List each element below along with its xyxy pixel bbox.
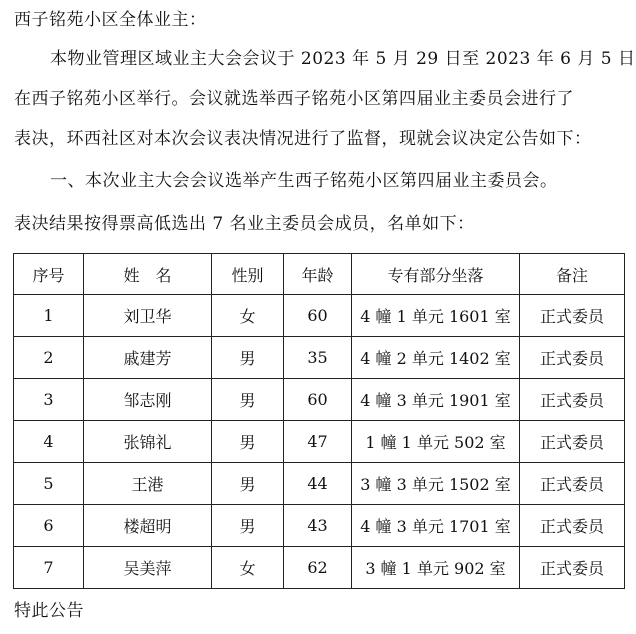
- cell-age: 60: [284, 379, 352, 421]
- closing-statement: 特此公告: [14, 601, 84, 621]
- cell-name: 张锦礼: [84, 421, 212, 463]
- table-row: [14, 505, 625, 547]
- cell-gender: 女: [212, 547, 284, 589]
- paragraph-meeting-dates: 本物业管理区域业主大会会议于 2023 年 5 月 29 日至 2023 年 6 月 5 日: [50, 49, 636, 69]
- salutation: 西子铭苑小区全体业主：: [14, 10, 207, 30]
- paragraph-supervision: 表决，环西社区对本次会议表决情况进行了监督，现就会议决定公告如下：: [14, 129, 592, 149]
- cell-remark: 正式委员: [520, 463, 625, 505]
- cell-index: 3: [14, 379, 84, 421]
- table-row: [14, 463, 625, 505]
- cell-index: 6: [14, 505, 84, 547]
- cell-gender: 男: [212, 379, 284, 421]
- cell-index: 2: [14, 337, 84, 379]
- cell-name: 刘卫华: [84, 295, 212, 337]
- cell-gender: 女: [212, 295, 284, 337]
- cell-age: 35: [284, 337, 352, 379]
- cell-remark: 正式委员: [520, 295, 625, 337]
- table-row: [14, 295, 625, 337]
- table-row: [14, 337, 625, 379]
- cell-age: 60: [284, 295, 352, 337]
- cell-unit-location: 4 幢 3 单元 1901 室: [352, 379, 520, 421]
- table-header-row: [14, 254, 625, 295]
- cell-index: 1: [14, 295, 84, 337]
- cell-gender: 男: [212, 505, 284, 547]
- cell-gender: 男: [212, 463, 284, 505]
- cell-age: 43: [284, 505, 352, 547]
- cell-remark: 正式委员: [520, 547, 625, 589]
- header-unit-location: 专有部分坐落: [352, 254, 520, 295]
- cell-remark: 正式委员: [520, 505, 625, 547]
- cell-name: 戚建芳: [84, 337, 212, 379]
- header-age: 年龄: [284, 254, 352, 295]
- cell-age: 44: [284, 463, 352, 505]
- cell-remark: 正式委员: [520, 379, 625, 421]
- committee-members-table: [13, 253, 625, 589]
- cell-name: 吴美萍: [84, 547, 212, 589]
- header-index: 序号: [14, 254, 84, 295]
- cell-age: 62: [284, 547, 352, 589]
- paragraph-item-one: 一、本次业主大会会议选举产生西子铭苑小区第四届业主委员会。: [50, 171, 558, 191]
- table-row: [14, 547, 625, 589]
- cell-unit-location: 4 幢 2 单元 1402 室: [352, 337, 520, 379]
- table-row: [14, 379, 625, 421]
- cell-unit-location: 4 幢 1 单元 1601 室: [352, 295, 520, 337]
- cell-remark: 正式委员: [520, 421, 625, 463]
- header-name: 姓 名: [84, 254, 212, 295]
- cell-age: 47: [284, 421, 352, 463]
- cell-unit-location: 3 幢 1 单元 902 室: [352, 547, 520, 589]
- header-gender: 性别: [212, 254, 284, 295]
- table-row: [14, 421, 625, 463]
- cell-unit-location: 3 幢 3 单元 1502 室: [352, 463, 520, 505]
- paragraph-meeting-location: 在西子铭苑小区举行。会议就选举西子铭苑小区第四届业主委员会进行了: [14, 89, 574, 109]
- cell-gender: 男: [212, 421, 284, 463]
- cell-name: 楼超明: [84, 505, 212, 547]
- cell-index: 5: [14, 463, 84, 505]
- cell-index: 7: [14, 547, 84, 589]
- header-remark: 备注: [520, 254, 625, 295]
- cell-unit-location: 1 幢 1 单元 502 室: [352, 421, 520, 463]
- paragraph-results-intro: 表决结果按得票高低选出 7 名业主委员会成员，名单如下：: [14, 214, 475, 234]
- cell-name: 王港: [84, 463, 212, 505]
- cell-remark: 正式委员: [520, 337, 625, 379]
- cell-name: 邹志刚: [84, 379, 212, 421]
- cell-index: 4: [14, 421, 84, 463]
- cell-unit-location: 4 幢 3 单元 1701 室: [352, 505, 520, 547]
- cell-gender: 男: [212, 337, 284, 379]
